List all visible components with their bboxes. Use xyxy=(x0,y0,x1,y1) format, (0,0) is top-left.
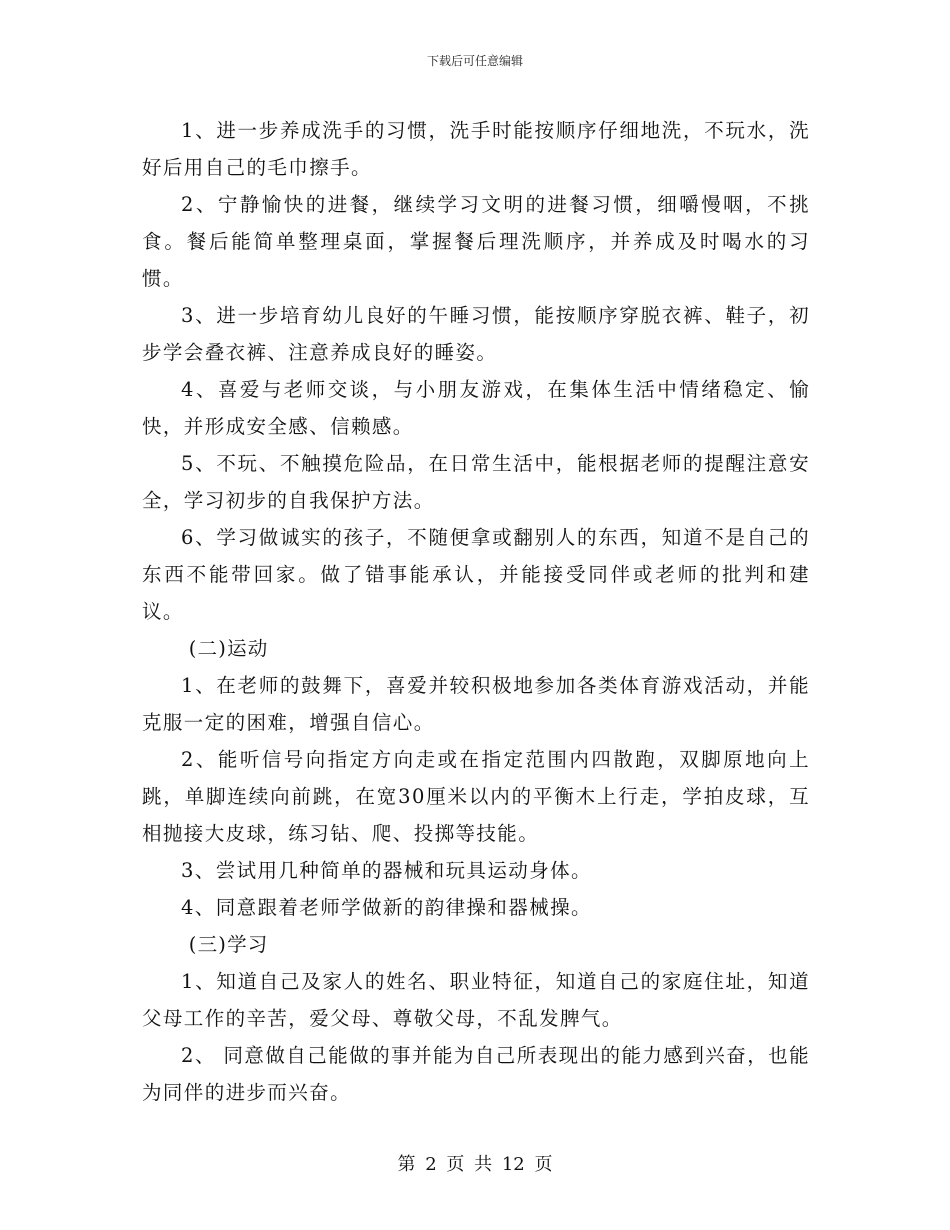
page-header: 下载后可任意编辑 xyxy=(426,54,523,68)
document-body xyxy=(142,112,810,1111)
section-heading-learning: (三)学习 xyxy=(188,933,269,956)
paragraph-learning-ability: 2、 同意做自己能做的事并能为自己所表现出的能力感到兴奋，也能为同伴的进步而兴奋。 xyxy=(142,1044,810,1104)
paragraph-handwashing: 1、进一步养成洗手的习惯，洗手时能按顺序仔细地洗，不玩水，洗好后用自己的毛巾擦手。 xyxy=(142,119,810,179)
paragraph-safety: 5、不玩、不触摸危险品，在日常生活中，能根据老师的提醒注意安全，学习初步的自我保护方法。 xyxy=(142,452,810,512)
paragraph-communication: 4、喜爱与老师交谈，与小朋友游戏，在集体生活中情绪稳定、愉快，并形成安全感、信赖感。 xyxy=(142,378,810,438)
paragraph-sports-exercises: 4、同意跟着老师学做新的韵律操和器械操。 xyxy=(181,896,592,919)
paragraph-honesty: 6、学习做诚实的孩子，不随便拿或翻别人的东西，知道不是自己的东西不能带回家。做了错事能承认，并能接受同伴或老师的批判和建议。 xyxy=(142,526,810,623)
paragraph-sports-equipment: 3、尝试用几种简单的器械和玩具运动身体。 xyxy=(181,859,592,882)
page-footer: 第 2 页 共 12 页 xyxy=(397,1154,553,1175)
paragraph-nap: 3、进一步培育幼儿良好的午睡习惯，能按顺序穿脱衣裤、鞋子，初步学会叠衣裤、注意养成良好的睡姿。 xyxy=(142,304,810,364)
paragraph-learning-family: 1、知道自己及家人的姓名、职业特征，知道自己的家庭住址，知道父母工作的辛苦，爱父母、尊敬父母，不乱发脾气。 xyxy=(142,970,810,1030)
paragraph-dining: 2、宁静愉快的进餐，继续学习文明的进餐习惯，细嚼慢咽，不挑食。餐后能简单整理桌面，掌握餐后理洗顺序，并养成及时喝水的习惯。 xyxy=(142,193,810,290)
paragraph-sports-skills: 2、能听信号向指定方向走或在指定范围内四散跑，双脚原地向上跳，单脚连续向前跳，在宽30厘米以内的平衡木上行走，学拍皮球，互相抛接大皮球，练习钻、爬、投掷等技能。 xyxy=(142,748,810,845)
paragraph-sports-participation: 1、在老师的鼓舞下，喜爱并较积极地参加各类体育游戏活动，并能克服一定的困难，增强自信心。 xyxy=(142,674,810,734)
section-heading-sports: (二)运动 xyxy=(188,637,269,660)
